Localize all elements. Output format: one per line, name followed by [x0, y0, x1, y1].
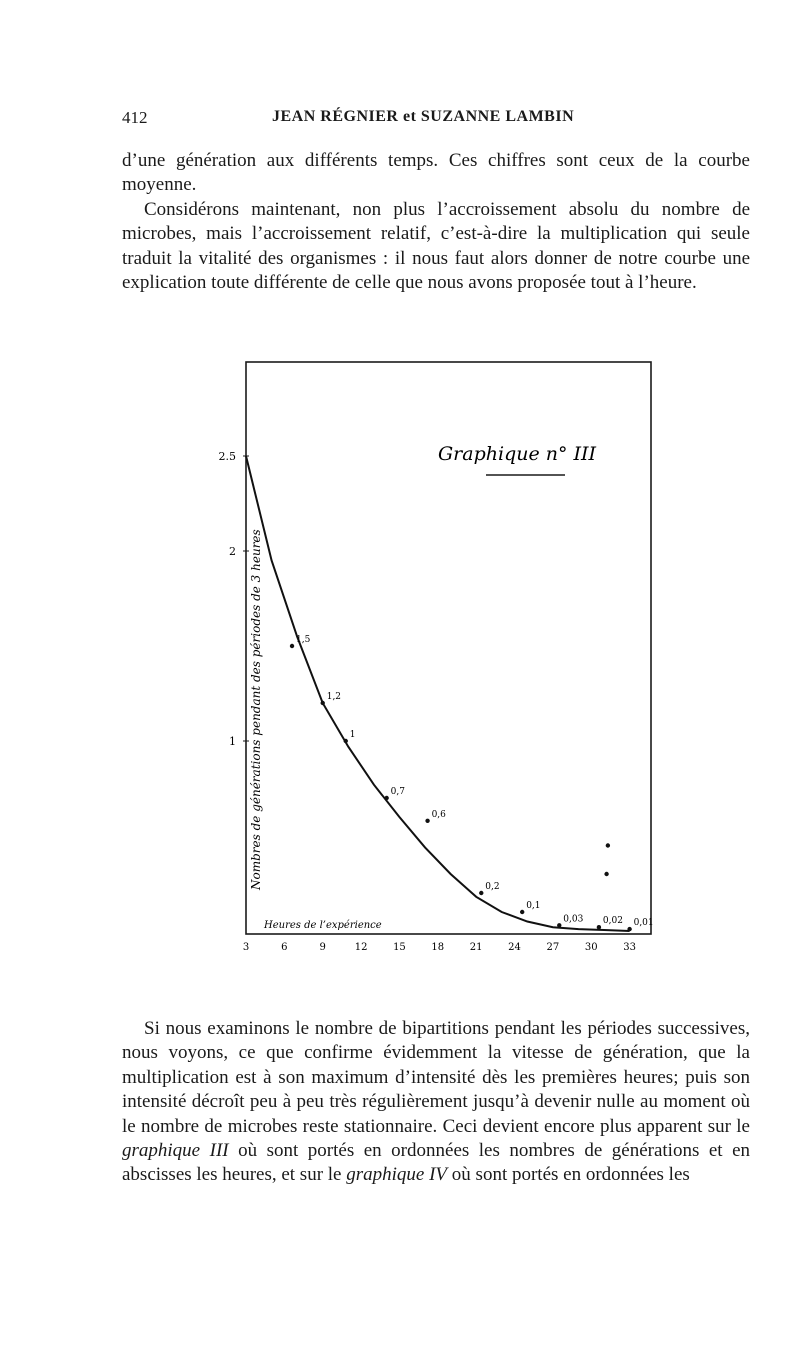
y-tick-label: 2.5 [218, 450, 236, 463]
chart-title: Graphique n° III [438, 443, 597, 465]
paragraph-line: d’une génération aux différents temps. Ces chiffres sont ceux de la courbe moyenne. [122, 150, 750, 196]
x-tick-label: 6 [281, 942, 288, 953]
data-label: 1,5 [296, 635, 311, 645]
data-point [321, 701, 325, 705]
x-tick-label: 12 [354, 942, 368, 953]
data-point [344, 739, 348, 743]
data-point [606, 843, 610, 847]
data-label: 0,01 [633, 918, 654, 929]
data-point [425, 819, 429, 823]
fitted-curve [246, 456, 630, 931]
x-tick-label: 15 [393, 942, 406, 953]
reference-graphique-4: graphique IV [346, 1164, 448, 1186]
points-layer [290, 635, 654, 931]
y-axis-label: Nombres de générations pendant des périodes de 3 heures [249, 529, 263, 890]
paragraph-bottom-part1: Si nous examinons le nombre de bipartitions pendant les périodes successives, nous voyons, ce que confirme évidemment la vitesse de génération, que la multiplication est à son maximum d’intensité dès les premières heures; puis son intensité décroît peu à peu très régulièrement jusqu’à devenir nulle au moment où le nombre de microbes reste stationnaire. Ceci devient encore plus apparent sur le [122, 1018, 750, 1137]
data-label: 0,2 [485, 882, 500, 892]
data-point [604, 872, 608, 876]
page-header [122, 108, 750, 134]
data-label: 0,7 [390, 787, 405, 797]
data-label: 1,2 [326, 692, 342, 702]
chart-title-group [438, 443, 597, 475]
x-tick-label: 3 [242, 942, 250, 953]
x-tick-label: 30 [584, 942, 598, 953]
data-point [520, 910, 524, 914]
x-tick-label: 33 [623, 942, 636, 953]
x-axis-label: Heures de l’expérience [264, 920, 382, 931]
page-number: 412 [122, 108, 148, 127]
paragraph-bottom-part3: où sont portés en ordonnées les [447, 1164, 690, 1186]
data-label: 0,1 [526, 901, 541, 911]
data-label: 0,6 [431, 809, 446, 820]
data-label: 1 [349, 730, 356, 740]
x-tick-label: 21 [469, 942, 483, 953]
x-tick-label: 9 [319, 942, 326, 953]
data-label: 0,02 [602, 916, 623, 927]
x-tick-label: 18 [431, 942, 445, 953]
y-tick-label: 1 [229, 735, 236, 748]
paragraph-bottom-part2: où sont portés en ordonnées les nombres de générations et en abscisses les heures, et sur le [122, 1140, 751, 1186]
data-point [290, 644, 294, 648]
running-head: JEAN RÉGNIER et SUZANNE LAMBIN [272, 108, 575, 125]
data-point [627, 927, 631, 931]
data-label: 0,03 [563, 914, 584, 925]
paragraph-body: Considérons maintenant, non plus l’accroissement absolu du nombre de microbes, mais l’accroissement relatif, c’est-à-dire la multiplication qui seule traduit la vitalité des organismes : il nous faut alors donner de notre courbe une explication toute différente de celle que nous avons proposée tout à l’heure. [122, 198, 750, 294]
reference-graphique-3: graphique III [122, 1140, 229, 1162]
x-tick-label: 24 [508, 942, 521, 953]
paragraph-top [122, 149, 750, 295]
ticks-layer [219, 450, 636, 953]
x-tick-label: 27 [546, 942, 560, 953]
paragraph-bottom-text [122, 1017, 750, 1188]
y-tick-label: 2 [229, 545, 236, 558]
paragraph-bottom [122, 1017, 750, 1188]
data-point [479, 891, 483, 895]
graphique-chart [210, 350, 660, 970]
data-point [384, 796, 388, 800]
data-point [557, 923, 561, 927]
data-point [597, 925, 601, 929]
